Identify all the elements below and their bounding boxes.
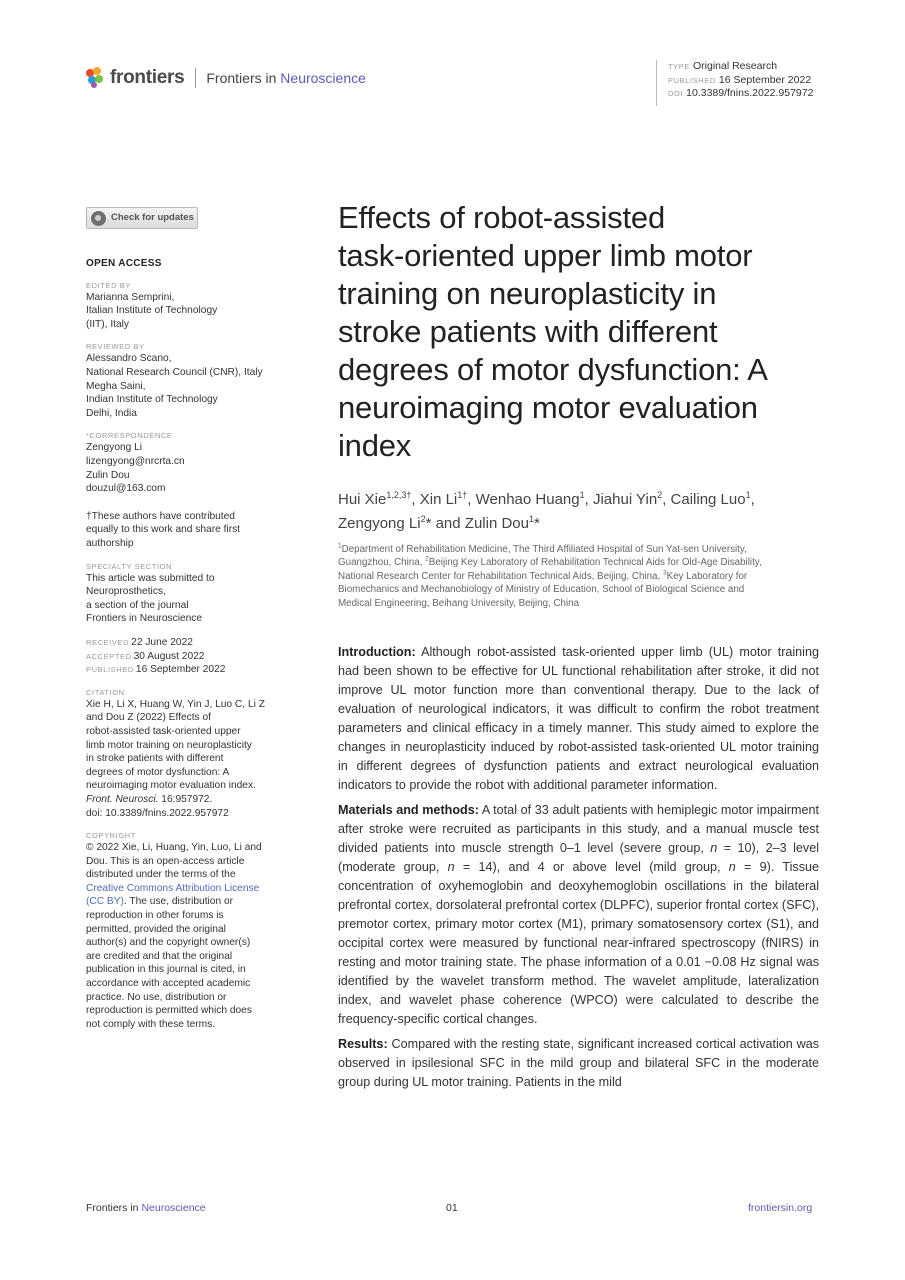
specialty-section: SPECIALTY SECTION This article was submitted to Neuroprosthetics, a section of the journal Frontiers in Neuroscience	[86, 561, 215, 625]
author[interactable]: Wenhao Huang$^1$	[475, 490, 585, 508]
author[interactable]: Xin $Li^{1\dagger}$	[419, 490, 468, 508]
journal-name: Frontiers in Neuroscience	[206, 70, 366, 86]
dates-section: RECEIVED 22 June 2022 ACCEPTED 30 August 2022 PUBLISHED 16 September 2022	[86, 636, 226, 676]
article-title: Effects of robot-assisted task-oriented upper limb motor training on neuroplasticity in stroke patients with different degrees of motor dysfunction: A neuroimaging motor evaluation index	[338, 200, 768, 463]
cc-license-link[interactable]: Creative Commons Attribution License	[86, 882, 260, 894]
meta-doi: DOI 10.3389/fnins.2022.957972	[668, 87, 814, 100]
cc-by-link[interactable]: (CC BY)	[86, 896, 124, 908]
author[interactable]: Cailing Luo$^1$	[670, 490, 751, 508]
page-number: 01	[446, 1202, 458, 1214]
affiliations: $^1$Department of Rehabilitation Medicine, The Third Affiliated Hospital of Sun Yat-sen University, Guangzhou, China, $^2$Beijing Key Laboratory of Rehabilitation Technical Aids for Old-Age Disability, National Research Center for Rehabilitation Technical Aids, Beijing, China, $^3$Key Laboratory for Biomechanics and Mechanobiology of Ministry of Education, School of Biological Science and Medical Engineering, Beihang University, Beijing, China	[338, 542, 762, 609]
meta-type: TYPE Original Research	[668, 60, 778, 72]
edited-by-section: EDITED BY Marianna Semprini, Italian Institute of Technology (IIT), Italy	[86, 280, 218, 330]
update-icon	[91, 211, 106, 226]
open-access-label: OPEN ACCESS	[86, 258, 162, 270]
author[interactable]: Zengyong Li$^2$	[338, 513, 426, 532]
author[interactable]: Jiahui Yin$^2$	[592, 490, 663, 508]
logo-divider	[195, 68, 196, 88]
citation-doi-link[interactable]: doi: 10.3389/fnins.2022.957972	[86, 807, 229, 819]
sidebar	[86, 207, 276, 1031]
site-link[interactable]: frontiersin.org	[748, 1202, 813, 1214]
reviewed-by-section: REVIEWED BY Alessandro Scano, National Research Council (CNR), Italy Megha Saini, Indian Institute of Technology Delhi, India	[86, 342, 263, 419]
frontiers-logo-icon	[86, 67, 106, 89]
email-link[interactable]: douzul@163.com	[86, 483, 166, 495]
author[interactable]: Zulin Dou$^1$	[464, 513, 534, 532]
abstract-introduction: Introduction: Although robot-assisted task-oriented upper limb (UL) motor training had been shown to be effective for UL functional rehabilitation after stroke, it did not improve UL motor function more than conventional therapy. Due to the lack of evaluation of neurological indicators, it was difficult to confirm the robot treatment parameters and clinical efficacy in a timely manner. This study aimed to explore the changes in neuroplasticity induced by robot-assisted task-oriented UL motor training in different degrees of dysfunction patients and extract neurological evaluation indicators to provide the robot with additional parameter information.	[338, 645, 819, 792]
author-list: Hui Xie$^{1,2,3\dagger}$, Xin $Li^{1\dagger}$, Wenhao Huang$^1$, Jiahui Yin$^2$, Cailing Luo$^1$, Zengyong Li$^2$* and Zulin Dou$^1$*	[338, 490, 755, 532]
author[interactable]: Hui Xie$^{1,2,3\dagger}$	[338, 490, 412, 508]
correspondence-section: *CORRESPONDENCE Zengyong Li lizengyong@nrcrta.cn Zulin Dou douzul@163.com	[86, 430, 276, 495]
copyright-section: COPYRIGHT © 2022 Xie, Li, Huang, Yin, Luo, Li and Dou. This is an open-access article distributed under the terms of the Creative Commons Attribution License (CC BY). The use, distribution or reproduction in other forums is permitted, provided the original author(s) and the copyright owner(s) are credited and that the original publication in this journal is cited, in accordance with accepted academic practice. No use, distribution or reproduction is permitted which does not comply with these terms.	[86, 830, 276, 1031]
check-for-updates-button[interactable]: Check for updates	[86, 207, 198, 229]
email-link[interactable]: lizengyong@nrcrta.cn	[86, 456, 185, 468]
abstract-methods: Materials and methods: A total of 33 adult patients with hemiplegic motor impairment after stroke were recruited as participants in this study, and a manual muscle test divided patients into muscle strength 0–1 level (severe group, n = 10), 2–3 level (moderate group, n = 14), and 4 or above level (mild group, n = 9). Tissue concentration of oxyhemoglobin and deoxyhemoglobin oscillations in the bilateral prefrontal cortex, dorsolateral prefrontal cortex (DLPFC), superior frontal cortex (SFC), premotor cortex, primary motor cortex (M1), primary somatosensory cortex (S1), and occipital cortex were measured by functional near-infrared spectroscopy (fNIRS) in resting and motor training state. The phase information of a 0.01 −0.08 Hz signal was identified by the wavelet transform method. The wavelet amplitude, lateralization index, and wavelet phase coherence (WPCO) were calculated to describe the frequency-specific cortical changes.	[338, 803, 819, 1026]
abstract	[338, 643, 819, 1098]
citation-section: CITATION Xie H, Li X, Huang W, Yin J, Luo C, Li Z and Dou Z (2022) Effects of robot-assisted task-oriented upper limb motor training on neuroplasticity in stroke patients with different degrees of motor dysfunction: A neuroimaging motor evaluation index. Front. Neurosci. 16:957972. doi: 10.3389/fnins.2022.957972	[86, 687, 276, 820]
frontiers-logo[interactable]	[86, 66, 366, 90]
abstract-results: Results: Compared with the resting state, significant increased cortical activation was observed in ipsilesional SFC in the mild group and bilateral SFC in the moderate group during UL motor training. Patients in the mild	[338, 1037, 819, 1089]
meta-published: PUBLISHED 16 September 2022	[668, 73, 812, 86]
footer-journal: Frontiers in Neuroscience	[86, 1202, 206, 1214]
article-meta	[656, 60, 813, 106]
brand-name: frontiers	[110, 67, 185, 88]
contribution-note: †These authors have contributed equally to this work and share first authorship	[86, 510, 241, 549]
